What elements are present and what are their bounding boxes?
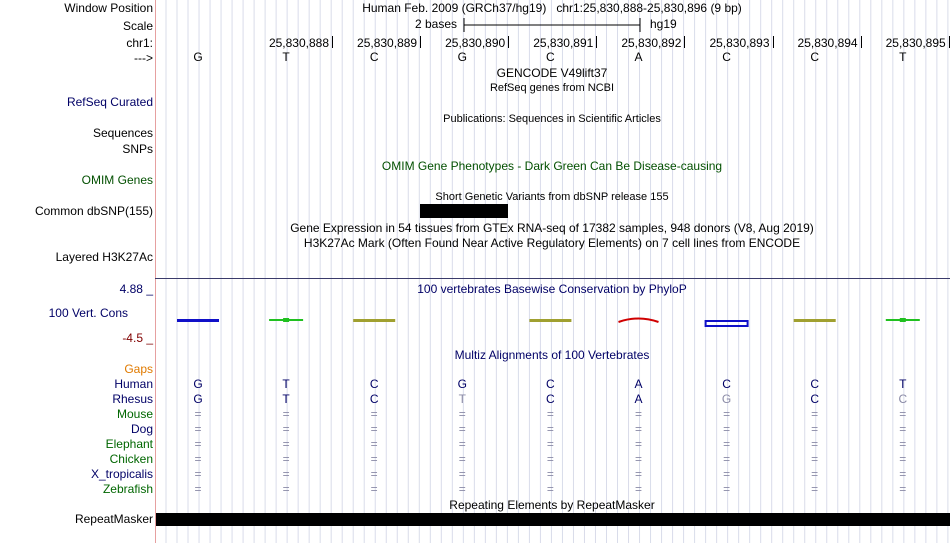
- alignment-base: =: [723, 482, 731, 496]
- dbsnp-variant-block[interactable]: [420, 204, 508, 218]
- alignment-base: C: [369, 377, 379, 391]
- alignment-base: C: [810, 377, 820, 391]
- alignment-base: T: [458, 392, 466, 406]
- alignment-base: =: [546, 452, 554, 466]
- alignment-base: C: [546, 392, 555, 406]
- dna-base: G: [193, 50, 203, 64]
- publications-track-title: Publications: Sequences in Scientific Articles: [443, 113, 661, 125]
- alignment-base: =: [458, 407, 466, 421]
- species-label[interactable]: Chicken: [109, 452, 153, 466]
- repeatmasker-track-title: Repeating Elements by RepeatMasker: [449, 498, 655, 512]
- alignment-base: =: [634, 482, 643, 496]
- alignment-base: =: [194, 407, 202, 421]
- phylop-graph[interactable]: [155, 312, 950, 330]
- alignment-base: =: [546, 467, 554, 481]
- species-label[interactable]: Zebrafish: [102, 482, 153, 496]
- alignment-base: =: [370, 407, 378, 421]
- coordinate-label: 25,830,891: [533, 36, 594, 50]
- track-divider: [155, 278, 950, 279]
- coordinate-label: 25,830,895: [885, 36, 946, 50]
- alignment-base: =: [811, 437, 819, 451]
- coordinate-tick: [773, 36, 774, 48]
- coordinate-tick: [508, 36, 509, 48]
- scale-bar: [463, 16, 643, 34]
- alignment-base: =: [546, 437, 554, 451]
- alignment-base: =: [282, 467, 290, 481]
- alignment-base: =: [899, 482, 907, 496]
- alignment-base: =: [546, 422, 554, 436]
- phylop-mark: [353, 319, 395, 322]
- phylop-mark: [177, 319, 219, 322]
- alignment-base: =: [458, 467, 466, 481]
- alignment-base: G: [721, 392, 732, 406]
- phylop-mark: [706, 321, 748, 326]
- alignment-base: T: [899, 377, 907, 391]
- phylop-track-label[interactable]: 100 Vert. Cons: [48, 306, 128, 320]
- alignment-base: C: [898, 392, 908, 406]
- repeat-element-bar[interactable]: [156, 513, 950, 526]
- coordinate-tick: [332, 36, 333, 48]
- alignment-base: =: [899, 422, 907, 436]
- phylop-max-label: 4.88 _: [119, 282, 153, 296]
- alignment-base: =: [282, 437, 290, 451]
- label-separator: [155, 0, 156, 543]
- phylop-min-label: -4.5 _: [122, 331, 153, 345]
- alignment-base: G: [457, 377, 467, 391]
- alignment-base: =: [458, 452, 466, 466]
- alignment-base: =: [811, 482, 819, 496]
- phylop-mark: [794, 319, 836, 322]
- alignment-base: G: [193, 392, 203, 406]
- scale-assembly: hg19: [650, 17, 677, 31]
- alignment-base: A: [634, 392, 643, 406]
- alignment-base: =: [282, 452, 290, 466]
- coordinate-label: 25,830,892: [621, 36, 682, 50]
- phylop-track-title: 100 vertebrates Basewise Conservation by PhyloP: [417, 282, 687, 296]
- dna-base: C: [546, 50, 555, 64]
- omim-genes-label[interactable]: OMIM Genes: [81, 173, 153, 187]
- alignment-base: =: [634, 467, 643, 481]
- gtex-track-title: Gene Expression in 54 tissues from GTEx RNA-seq of 17382 samples, 948 donors (V8, Aug 2019): [290, 221, 814, 235]
- window-position-label[interactable]: Window Position: [64, 1, 153, 15]
- alignment-base: =: [723, 422, 731, 436]
- strand-label[interactable]: --->: [134, 51, 153, 65]
- dna-base: G: [457, 50, 467, 64]
- alignment-base: =: [282, 482, 290, 496]
- species-label[interactable]: Rhesus: [112, 392, 153, 406]
- alignment-base: C: [810, 392, 820, 406]
- alignment-base: =: [194, 437, 202, 451]
- species-label[interactable]: X_tropicalis: [90, 467, 153, 481]
- dbsnp-track-title: Short Genetic Variants from dbSNP release 155: [435, 191, 669, 203]
- coordinate-tick: [420, 36, 421, 48]
- alignment-base: A: [634, 377, 643, 391]
- coordinate-label: 25,830,893: [709, 36, 770, 50]
- alignment-base: =: [634, 422, 643, 436]
- alignment-base: =: [811, 422, 819, 436]
- dna-base: C: [810, 50, 820, 64]
- alignment-base: =: [723, 467, 731, 481]
- alignment-base: =: [370, 467, 378, 481]
- coordinate-label: 25,830,889: [357, 36, 418, 50]
- species-label[interactable]: Elephant: [105, 437, 153, 451]
- phylop-mark: [529, 319, 571, 322]
- refseq-track-title: RefSeq genes from NCBI: [489, 82, 615, 94]
- species-label[interactable]: Dog: [130, 422, 153, 436]
- chrom-label[interactable]: chr1:: [126, 36, 153, 50]
- species-label[interactable]: Mouse: [116, 407, 153, 421]
- h3k27ac-track-title: H3K27Ac Mark (Often Found Near Active Regulatory Elements) on 7 cell lines from ENCODE: [303, 236, 801, 250]
- alignment-base: =: [370, 452, 378, 466]
- snps-label[interactable]: SNPs: [122, 142, 153, 156]
- alignment-base: =: [458, 422, 466, 436]
- alignment-base: =: [811, 407, 819, 421]
- alignment-base: C: [369, 392, 379, 406]
- alignment-base: =: [194, 422, 202, 436]
- species-label[interactable]: Human: [114, 377, 153, 391]
- coordinate-label: 25,830,888: [268, 36, 329, 50]
- alignment-base: =: [282, 407, 290, 421]
- alignment-base: =: [546, 482, 554, 496]
- phylop-mark: [619, 319, 659, 323]
- alignment-base: =: [194, 482, 202, 496]
- sequences-label[interactable]: Sequences: [92, 126, 153, 140]
- coordinate-tick: [861, 36, 862, 48]
- alignment-base: =: [458, 437, 466, 451]
- repeatmasker-label[interactable]: RepeatMasker: [74, 512, 153, 526]
- alignment-base: =: [458, 482, 466, 496]
- layered-h3k27ac-label[interactable]: Layered H3K27Ac: [55, 250, 153, 264]
- alignment-base: =: [811, 467, 819, 481]
- alignment-base: =: [723, 437, 731, 451]
- alignment-base: =: [194, 467, 202, 481]
- alignment-base: =: [899, 407, 907, 421]
- alignment-base: =: [634, 452, 643, 466]
- phylop-mark: [886, 318, 920, 322]
- alignment-base: =: [282, 422, 290, 436]
- alignment-base: =: [899, 467, 907, 481]
- gaps-label[interactable]: Gaps: [124, 362, 153, 376]
- alignment-base: =: [370, 437, 378, 451]
- alignment-base: =: [194, 452, 202, 466]
- alignment-base: =: [370, 482, 378, 496]
- coordinate-label: 25,830,890: [445, 36, 506, 50]
- multiz-track-title: Multiz Alignments of 100 Vertebrates: [454, 348, 650, 362]
- alignment-base: =: [723, 407, 731, 421]
- alignment-base: G: [193, 377, 203, 391]
- window-position-value: Human Feb. 2009 (GRCh37/hg19) chr1:25,830,888-25,830,896 (9 bp): [362, 1, 742, 15]
- coordinate-tick: [684, 36, 685, 48]
- alignment-base: =: [899, 452, 907, 466]
- alignment-base: C: [722, 377, 731, 391]
- refseq-curated-label[interactable]: RefSeq Curated: [66, 95, 153, 109]
- alignment-base: =: [811, 452, 819, 466]
- dna-base: T: [282, 50, 290, 64]
- alignment-base: =: [634, 437, 643, 451]
- dna-base: A: [634, 50, 643, 64]
- coordinate-tick: [596, 36, 597, 48]
- alignment-base: C: [546, 377, 555, 391]
- alignment-base: =: [723, 452, 731, 466]
- alignment-base: =: [899, 437, 907, 451]
- alignment-base: T: [282, 392, 290, 406]
- scale-label[interactable]: Scale: [122, 19, 153, 33]
- dna-base: C: [369, 50, 379, 64]
- phylop-mark: [269, 318, 303, 322]
- alignment-base: =: [634, 407, 643, 421]
- gencode-track-title[interactable]: GENCODE V49lift37: [496, 66, 608, 80]
- coordinate-label: 25,830,894: [797, 36, 858, 50]
- dna-base: T: [899, 50, 907, 64]
- alignment-base: T: [282, 377, 290, 391]
- omim-track-title: OMIM Gene Phenotypes - Dark Green Can Be Disease-causing: [381, 159, 723, 173]
- dna-base: C: [722, 50, 731, 64]
- dbsnp-label[interactable]: Common dbSNP(155): [34, 204, 153, 218]
- alignment-base: =: [370, 422, 378, 436]
- alignment-base: =: [546, 407, 554, 421]
- scale-bar-text: 2 bases: [415, 17, 458, 31]
